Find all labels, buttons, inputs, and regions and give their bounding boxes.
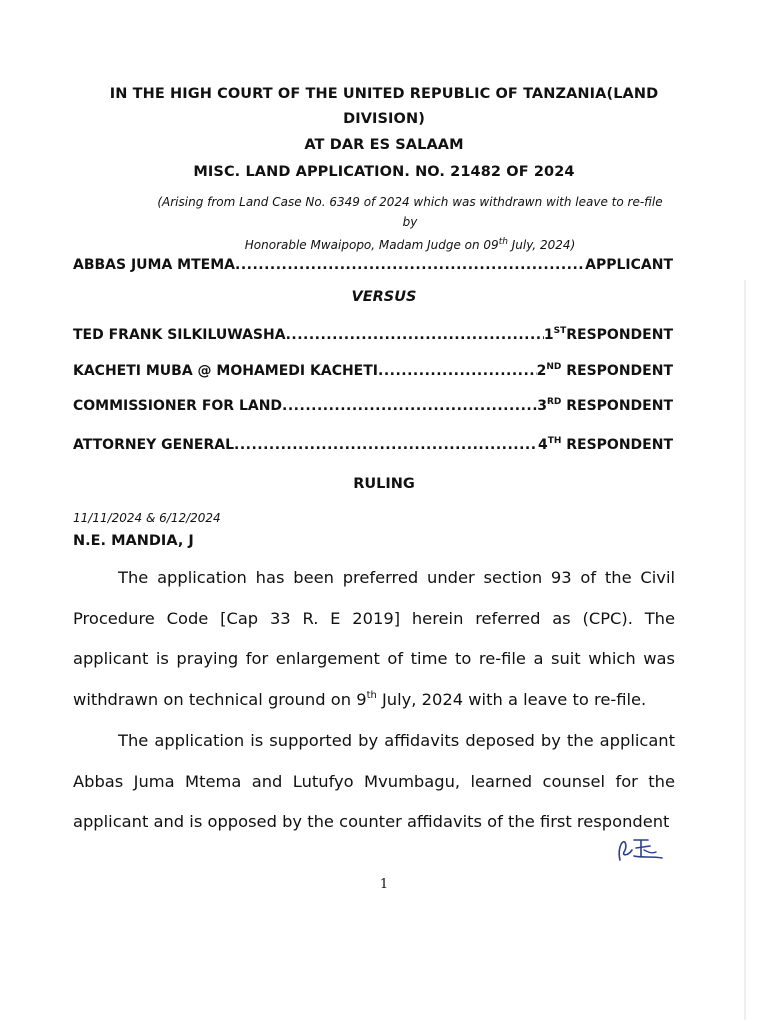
application-number: MISC. LAND APPLICATION. NO. 21482 OF 2024 <box>193 164 575 180</box>
leader-dots <box>282 398 537 414</box>
signature-initials <box>614 834 670 864</box>
arising-note <box>150 192 670 255</box>
respondent-role: 4TH RESPONDENT <box>537 436 673 453</box>
court-location: AT DAR ES SALAAM <box>304 137 464 153</box>
arising-line1: (Arising from Land Case No. 6349 of 2024 which was withdrawn with leave to re-file by <box>157 195 663 229</box>
applicant-name: ABBAS JUMA MTEMA <box>73 257 235 273</box>
respondent-role: 1STRESPONDENT <box>543 326 673 343</box>
leader-dots <box>234 437 538 453</box>
respondent-row <box>73 437 673 453</box>
ruling-paragraph-1: The application has been preferred under section 93 of the Civil Procedure Code [Cap 33 R. E 2019] herein referred as (CPC). The applicant is praying for enlargement of time to re-file a suit which was withdrawn on technical ground on 9th July, 2024 with a leave to re-file. <box>73 568 675 709</box>
respondent-role: 3RD RESPONDENT <box>537 397 673 414</box>
ruling-paragraph-2: The application is supported by affidavits deposed by the applicant Abbas Juma Mtema and Lutufyo Mvumbagu, learned counsel for the applicant and is opposed by the counter affidavits of the first respondent <box>73 731 675 831</box>
respondent-row <box>73 363 673 379</box>
respondent-name: ATTORNEY GENERAL <box>73 437 235 453</box>
versus-label: VERSUS <box>351 289 417 305</box>
respondent-name: TED FRANK SILKILUWASHA <box>73 327 286 343</box>
respondent-row <box>73 398 673 414</box>
respondent-row <box>73 327 673 343</box>
respondent-name: KACHETI MUBA @ MOHAMEDI KACHETI <box>73 363 379 379</box>
page-number: 1 <box>379 877 389 892</box>
court-title-line1: IN THE HIGH COURT OF THE UNITED REPUBLIC OF TANZANIA(LAND <box>109 86 659 102</box>
leader-dots <box>286 327 544 343</box>
scan-edge-shadow <box>744 280 746 1020</box>
leader-dots <box>235 257 585 273</box>
respondent-role: 2ND RESPONDENT <box>536 362 673 379</box>
court-title-line2: DIVISION) <box>343 111 425 127</box>
leader-dots <box>378 363 537 379</box>
respondent-name: COMMISSIONER FOR LAND <box>73 398 283 414</box>
ruling-heading: RULING <box>353 476 415 492</box>
hearing-dates: 11/11/2024 & 6/12/2024 <box>73 511 221 525</box>
applicant-row <box>73 257 673 273</box>
applicant-role: APPLICANT <box>585 257 673 273</box>
judge-name: N.E. MANDIA, J <box>73 533 194 549</box>
arising-line2: Honorable Mwaipopo, Madam Judge on 09th July, 2024) <box>244 237 576 252</box>
